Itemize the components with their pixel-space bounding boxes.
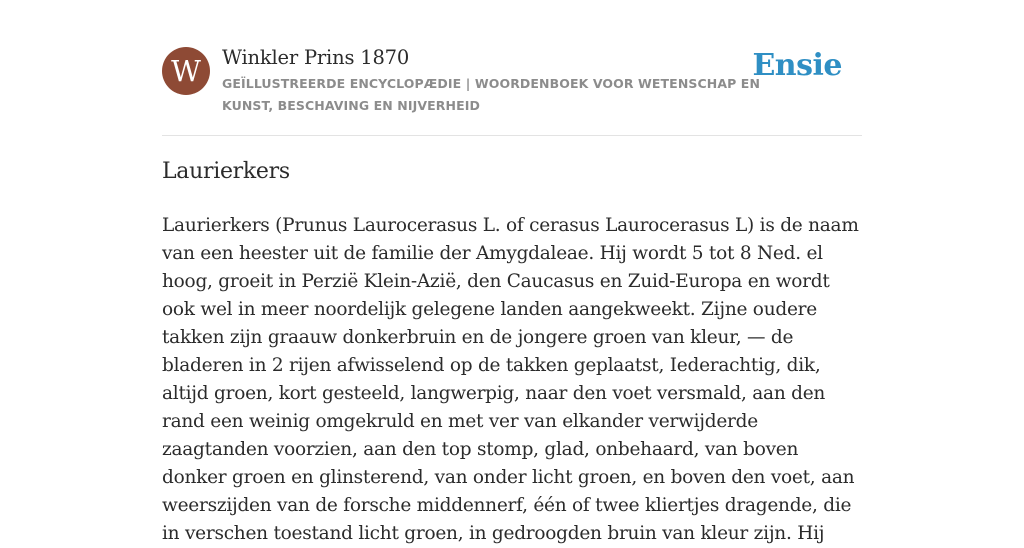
ensie-logo[interactable]: Ensie: [752, 48, 842, 83]
source-subtitle: GEÏLLUSTREERDE ENCYCLOPÆDIE | WOORDENBOEK VOOR WETENSCHAP EN KUNST, BESCHAVING EN NIJVERHEID: [222, 76, 761, 113]
header-divider: [162, 135, 862, 136]
article-title: Laurierkers: [162, 159, 290, 184]
source-title-link[interactable]: Winkler Prins 1870: [222, 46, 410, 69]
article-body: Laurierkers (Prunus Laurocerasus L. of cerasus Laurocerasus L) is de naam van een heester uit de familie der Amygdaleae. Hij wordt 5 tot 8 Ned. el hoog, groeit in Perzië Klein-Azië, den Caucasus en Zuid-Europa en wordt ook wel in meer noordelijk gelegene landen aangekweekt. Zijne oudere takken zijn graauw donkerbruin en de jongere groen van kleur, — de bladeren in 2 rijen afwisselend op de takken geplaatst, Iederachtig, dik, altijd groen, kort gesteeld, langwerpig, naar den voet versmald, aan den rand een weinig omgekruld en met ver van elkander verwijderde zaagtanden voorzien, aan den top stomp, glad, onbehaard, van boven donker groen en glinsterend, van onder licht groen, en boven den voet, aan weerszijden van de forsche middennerf, één of twee kliertjes dragende, die in verschen toestand licht groen, in gedroogden bruin van kleur zijn. Hij: [162, 215, 859, 544]
source-header: [162, 44, 862, 136]
source-avatar[interactable]: W: [162, 47, 210, 95]
